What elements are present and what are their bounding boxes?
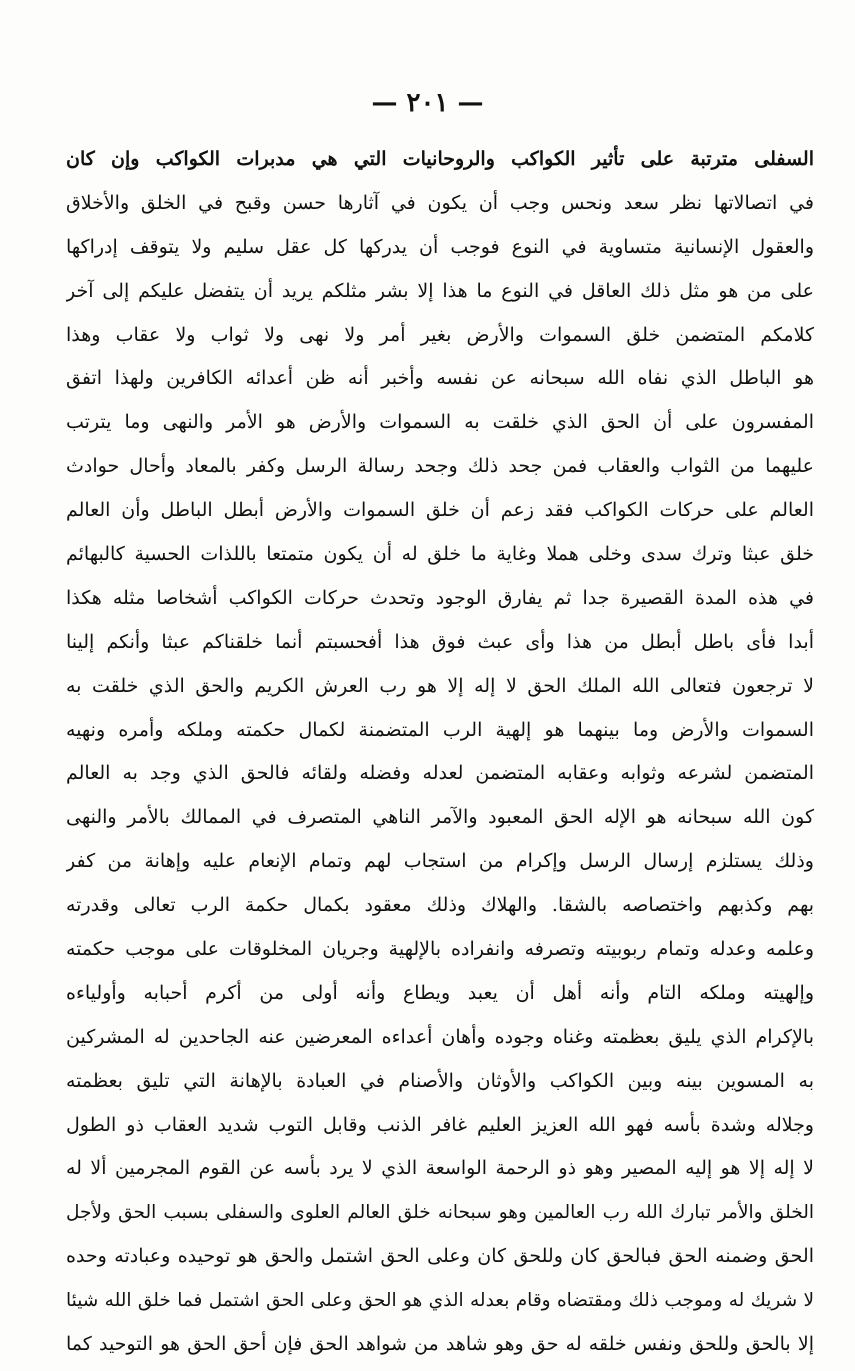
- text-line: في هذه المدة القصيرة جدا ثم يفارق الوجود وتحدث حركات الكواكب أشخاصا مثله هكذا: [66, 586, 814, 609]
- text-line: وجلاله وشدة بأسه فهو الله العزيز العليم غافر الذنب وقابل التوب شديد العقاب ذو الطول: [66, 1113, 814, 1136]
- text-line: إلا بالحق وللحق ونفس خلقه له حق وهو شاهد من شواهد الحق فإن أحق الحق هو التوحيد كما: [66, 1333, 814, 1356]
- text-line: خلق عبثا وترك سدى وخلى هملا وغاية ما خلق له أن يكون متمتعا باللذات الحسية كالبهائم: [66, 543, 814, 566]
- text-line: بهم وكذبهم واختصاصه بالشقا. والهلاك وذلك معقود بكمال حكمة الرب تعالى وقدرته: [66, 894, 814, 917]
- text-line: أبدا فأى باطل أبطل من هذا وأى عبث فوق هذا أفحسبتم أنما خلقناكم عبثا وأنكم إلينا: [66, 630, 814, 653]
- text-line: وإلهيته وملكه التام وأنه أهل أن يعبد ويطاع وأنه أولى من أكرم أحبابه وأولياءه: [66, 981, 814, 1004]
- text-line: الحق وضمنه الحق فبالحق كان وللحق كان وعلى الحق اشتمل والحق هو توحيده وعبادته وحده: [66, 1245, 814, 1268]
- text-line: به المسوين بينه وبين الكواكب والأوثان والأصنام في العبادة بالإهانة التي تليق بعظمته: [66, 1069, 814, 1092]
- text-line: كلامكم المتضمن خلق السموات والأرض بغير أمر ولا نهى ولا ثواب ولا عقاب وهذا: [66, 323, 814, 346]
- text-line: عليهما من الثواب والعقاب فمن جحد ذلك وجحد رسالة الرسل وكفر بالمعاد وأحال حوادث: [66, 455, 814, 478]
- text-line: كون الله سبحانه هو الإله الحق المعبود والآمر الناهي المتصرف في الممالك بالأمر والنهى: [66, 806, 814, 829]
- page-text: [66, 138, 814, 1367]
- text-line: هو الباطل الذي نفاه الله سبحانه عن نفسه وأخبر أنه ظن أعدائه الكافرين ولهذا اتفق: [66, 367, 814, 390]
- text-line: العالم على حركات الكواكب فقد زعم أن خلق السموات والأرض أبطل الباطل وأن العالم: [66, 499, 814, 522]
- text-line: بالإكرام الذي يليق بعظمته وغناه وجوده وأهان أعداءه المعرضين عنه الجاحدين له المشركين: [66, 1025, 814, 1048]
- page-number: — ٢٠١ —: [371, 88, 484, 118]
- text-line: في اتصالاتها نظر سعد ونحس وجب أن يكون في آثارها حسن وقبح في الخلق والأخلاق: [66, 191, 814, 214]
- text-line: وذلك يستلزم إرسال الرسل وإكرام من استجاب لهم وتمام الإنعام عليه وإهانة من كفر: [66, 850, 814, 873]
- text-line: الخلق والأمر تبارك الله رب العالمين وهو سبحانه خلق العالم العلوى والسفلى بسبب الحق ولأجل: [66, 1202, 814, 1224]
- text-line: على من هو مثل ذلك العاقل في النوع ما هذا إلا بشر مثلكم يريد أن يتفضل عليكم إلى آخر: [66, 279, 814, 302]
- text-line: المفسرون على أن الحق الذي خلقت به السموات والأرض هو الأمر والنهى وما يترتب: [66, 411, 814, 434]
- text-line: لا شريك له وموجب ذلك ومقتضاه وقام بعدله الذي هو الحق وعلى الحق اشتمل فما خلق الله شيئا: [66, 1290, 814, 1312]
- text-line: والعقول الإنسانية متساوية في النوع فوجب أن يدركها كل عقل سليم ولا يتوقف إدراكها: [66, 235, 814, 258]
- text-line: لا إله إلا هو إليه المصير وهو ذو الرحمة الواسعة الذي لا يرد بأسه عن القوم المجرمين ألا له: [66, 1157, 814, 1180]
- text-line: السموات والأرض وما بينهما هو إلهية الرب المتضمنة لكمال حكمته وملكه وأمره ونهيه: [66, 718, 814, 741]
- text-line: لا ترجعون فتعالى الله الملك الحق لا إله إلا هو رب العرش الكريم والحق الذي خلقت به: [66, 674, 814, 697]
- text-line: السفلى مترتبة على تأثير الكواكب والروحانيات التي هي مدبرات الكواكب وإن كان: [66, 148, 814, 170]
- text-line: المتضمن لشرعه وثوابه وعقابه المتضمن لعدله وفضله ولقائه فالحق الذي وجد به العالم: [66, 762, 814, 785]
- text-line: وعلمه وعدله وتمام ربوبيته وتصرفه وانفراده بالإلهية وجريان المخلوقات على موجب حكمته: [66, 938, 814, 961]
